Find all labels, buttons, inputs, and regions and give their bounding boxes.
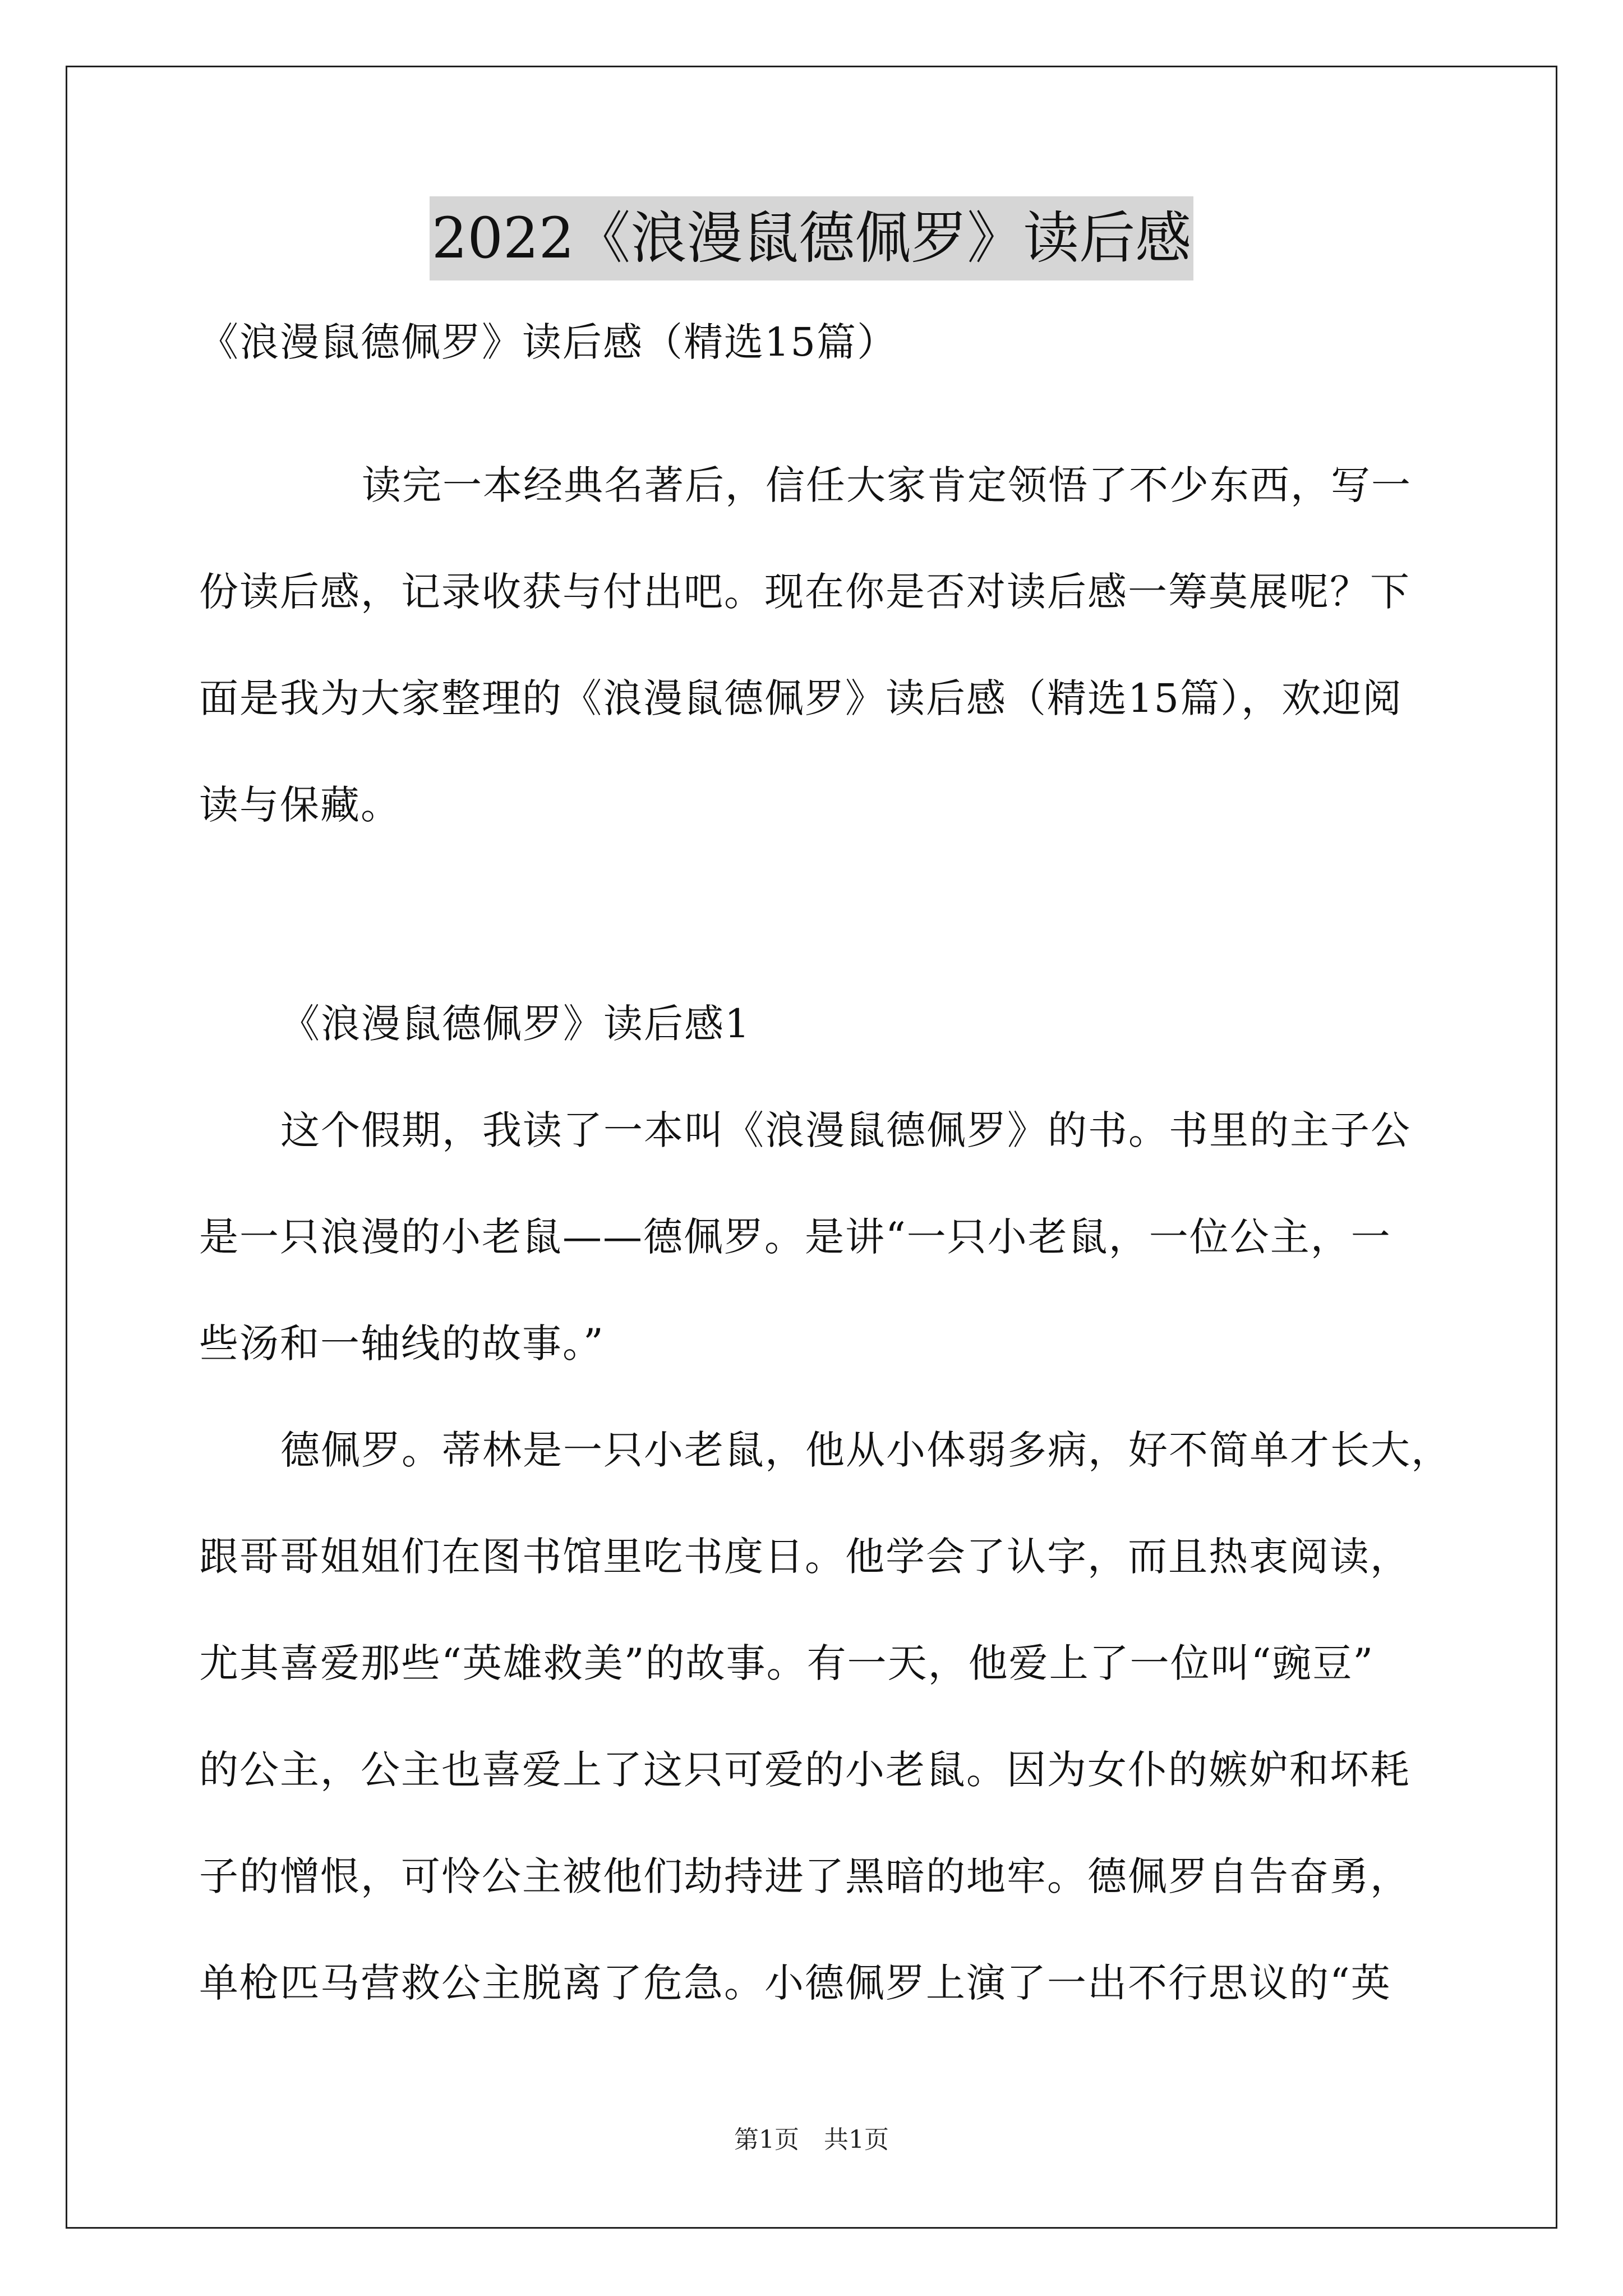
intro-line-1: 读完一本经典名著后，信任大家肯定领悟了不少东西，写一 (362, 462, 1412, 508)
document-subtitle: 《浪漫鼠德佩罗》读后感（精选15篇） (199, 319, 898, 365)
para2-line-5: 子的憎恨，可怜公主被他们劫持进了黑暗的地牢。德佩罗自告奋勇， (199, 1853, 1410, 1899)
intro-line-2: 份读后感，记录收获与付出吧。现在你是否对读后感一筹莫展呢？下 (199, 569, 1410, 615)
para2-line-1: 德佩罗。蒂林是一只小老鼠，他从小体弱多病，好不简单才长大， (280, 1427, 1451, 1473)
para1-line-2: 是一只浪漫的小老鼠——德佩罗。是讲“一只小老鼠，一位公主，一 (199, 1214, 1391, 1260)
para2-line-6: 单枪匹马营救公主脱离了危急。小德佩罗上演了一出不行思议的“英 (199, 1960, 1391, 2006)
document-title: 2022《浪漫鼠德佩罗》读后感 (430, 196, 1194, 280)
intro-line-4: 读与保藏。 (199, 782, 401, 828)
para1-line-1: 这个假期，我读了一本叫《浪漫鼠德佩罗》的书。书里的主子公 (280, 1107, 1411, 1153)
page-footer: 第1页 共1页 (734, 2125, 889, 2154)
title-block (0, 196, 1623, 280)
para2-line-2: 跟哥哥姐姐们在图书馆里吃书度日。他学会了认字，而且热衷阅读， (199, 1534, 1410, 1580)
intro-line-3: 面是我为大家整理的《浪漫鼠德佩罗》读后感（精选15篇），欢迎阅 (199, 675, 1403, 721)
para2-line-4: 的公主，公主也喜爱上了这只可爱的小老鼠。因为女仆的嫉妒和坏耗 (199, 1747, 1410, 1793)
section-heading: 《浪漫鼠德佩罗》读后感1 (280, 1001, 751, 1047)
para2-line-3: 尤其喜爱那些“英雄救美”的故事。有一天，他爱上了一位叫“豌豆” (199, 1640, 1375, 1686)
para1-line-3: 些汤和一轴线的故事。” (199, 1320, 605, 1366)
